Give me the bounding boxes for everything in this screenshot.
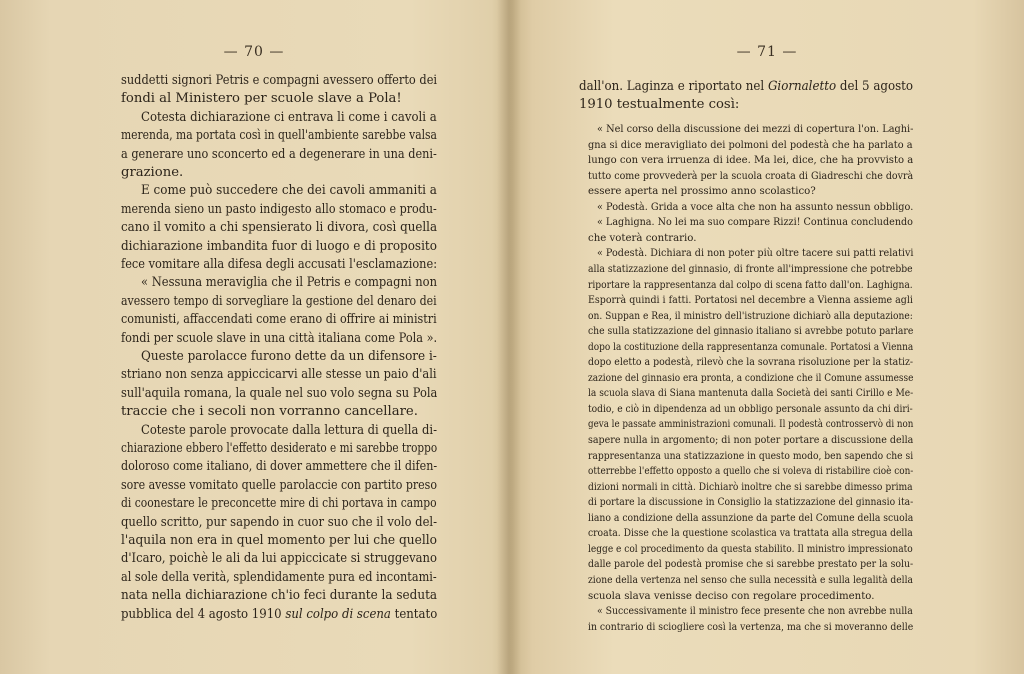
text-line: rappresentanza una statizzazione in questo modo, ben sapendo che si [588,450,914,462]
text-fragment: dall'on. Laginza e riportato nel [579,79,768,94]
text-line: dopo eletto a podestà, rilevò che la sovrana risoluzione per la statiz- [588,357,914,369]
text-line: on. Suppan e Rea, il ministro dell'istruzione dichiarò alla deputazione: [588,310,913,322]
left-page [0,0,508,674]
text-line: al sole della verità, splendidamente pura ed incontami- [121,569,437,585]
text-line: otterrebbe l'effetto opposto a quello che si voleva di ristabilire cioè con- [588,466,914,478]
text-line: sull'aquila romana, la quale nel suo volo segna su Pola [121,385,438,401]
italic-fragment: sul colpo di scena [285,606,391,622]
text-line: fondi al Ministero per scuole slave a Pola! [121,91,402,107]
text-line: todio, e ciò in dipendenza ad un obbligo personale assunto da chi diri- [588,403,913,415]
text-line: dizioni normali in città. Dichiarò inoltre che si sarebbe dimesso prima [588,481,913,493]
text-fragment: del 5 agosto [836,79,914,94]
text-line: la scuola slava di Siana mantenuta dalla Società dei santi Cirillo e Me- [588,388,914,400]
text-fragment: tentato [390,606,438,622]
right-page [510,0,1024,674]
text-line: essere aperta nel prossimo anno scolastico? [588,186,816,198]
text-line: « Podestà. Grida a voce alta che non ha assunto nessun obbligo. [597,201,914,213]
text-line: dalle parole del podestà promise che si sarebbe prestato per la solu- [588,559,914,571]
text-line: nata nella dichiarazione ch'io feci durante la seduta [121,588,438,604]
text-line: a generare uno sconcerto ed a degenerare in una deni- [121,146,437,162]
page-number: — 70 — [223,44,285,60]
text-line: fondi per scuole slave in una città italiana come Pola ». [121,330,438,346]
text-line: geva le passate amministrazioni comunali. Il podestà controsservò di non [588,419,914,431]
text-line: « Successivamente il ministro fece presente che non avrebbe nulla [597,606,913,618]
text-line: suddetti signori Petris e compagni avessero offerto dei [121,73,438,88]
text-line: comunisti, affaccendati come erano di offrire ai ministri [121,312,437,328]
text-line: zione della vertenza nel senso che sulla necessità e sulla legalità della [588,574,913,586]
text-line: l'aquila non era in quel momento per lui che quello [121,533,438,548]
text-line: « Podestà. Dichiara di non poter più oltre tacere sui patti relativi [597,248,914,260]
text-line [121,607,437,622]
page-number: — 71 — [736,44,798,60]
italic-fragment: Giornaletto [767,79,837,94]
text-line: lungo con vera irruenza di idee. Ma lei, dice, che ha provvisto a [588,155,914,167]
text-line: riportare la rappresentanza dal colpo di scena fatto dall'on. Laghigna. [588,279,913,291]
text-line: dichiarazione imbandita fuor di luogo e di proposito [121,238,437,254]
text-line: zazione del ginnasio era pronta, a condizione che il Comune assumesse [588,372,914,384]
text-line: tutto come provvederà per la scuola croata di Giadreschi che dovrà [588,170,914,182]
text-line: Queste parolacce furono dette da un difensore i- [141,349,437,364]
text-line: sore avesse vomitato quelle parolaccie con partito preso [121,477,437,493]
text-line: d'Icaro, poichè le ali da lui appiccicate si struggevano [121,551,437,567]
text-line: « Nel corso della discussione dei mezzi di copertura l'on. Laghi- [597,124,914,135]
text-line: doloroso come italiano, di dover ammettere che il difen- [121,459,438,475]
text-line: 1910 testualmente così: [579,97,740,112]
text-line: in contrario di sciogliere così la vertenza, ma che si moveranno delle [588,621,914,633]
text-line [579,79,913,94]
text-line: Coteste parole provocate dalla lettura di quella di- [141,422,438,438]
text-line: cano il vomito a chi spensierato li divora, così quella [121,220,438,236]
text-line: che voterà contrario. [588,232,697,244]
text-line: alla statizzazione del ginnasio, di fronte all'impressione che potrebbe [588,263,913,275]
text-line: gna si dice meravigliato dei polmoni del podestà che ha parlato a [588,139,913,151]
text-line: striano non senza appiccicarvi alle stesse un paio d'ali [121,367,437,383]
text-line: sapere nulla in argomento; di non poter portare a discussione della [588,435,914,446]
text-fragment: pubblica del 4 agosto 1910 [121,606,286,622]
text-line: legge e col procedimento da questa stabilito. Il ministro impressionato [588,543,913,555]
text-line: quello scritto, pur sapendo in cuor suo che il volo del- [121,514,438,530]
text-line: E come può succedere che dei cavoli ammaniti a [141,183,437,199]
text-line: merenda, ma portata così in quell'ambiente sarebbe valsa [121,128,437,144]
text-line: liano a condizione della assunzione da parte del Comune della scuola [588,512,914,524]
text-line: di coonestare le preconcette mire di chi portava in campo [121,496,437,512]
text-line: « Nessuna meraviglia che il Petris e compagni non [141,275,438,291]
text-line: « Laghigna. No lei ma suo compare Rizzi! Continua concludendo [597,217,913,229]
text-line: fece vomitare alla difesa degli accusati l'esclamazione: [121,257,438,272]
text-line: dopo la costituzione della rappresentanza comunale. Portatosi a Vienna [588,341,914,353]
text-line: traccie che i secoli non vorranno cancellare. [121,404,418,420]
text-line: che sulla statizzazione del ginnasio italiano si avrebbe potuto parlare [588,326,914,338]
text-line: scuola slava venisse deciso con regolare procedimento. [588,590,875,602]
text-line: Cotesta dichiarazione ci entrava li come i cavoli a [141,109,437,125]
text-line: chiarazione ebbero l'effetto desiderato e mi sarebbe troppo [121,441,438,456]
text-line: croata. Disse che la questione scolastica va trattata alla stregua della [588,528,913,540]
text-line: merenda sieno un pasto indigesto allo stomaco e produ- [121,201,437,217]
text-line: avessero tempo di sorvegliare la gestione del denaro dei [121,293,437,309]
text-line: di portare la discussione in Consiglio la statizzazione del ginnasio ita- [588,497,914,509]
text-line: Esporrà quindi i fatti. Portatosi nel decembre a Vienna assieme agli [588,295,913,307]
text-line: grazione. [121,165,184,180]
